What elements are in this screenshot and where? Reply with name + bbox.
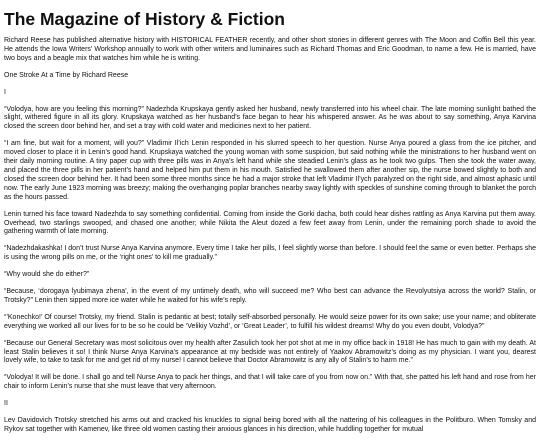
story-paragraph: Lev Davidovich Trotsky stretched his arms out and cracked his knuckles to signal being bored with all the nattering of his colleagues in the Politburo. When Tomsky and Rykov sat together with Kamenev, like three old women casting their anxious glances in his direction, while huddling together for mutual <box>4 417 536 433</box>
section-heading-2: II <box>4 400 8 408</box>
story-paragraph: Lenin turned his face toward Nadezhda to say something confidential. Coming from inside the Gorki dacha, both could hear dishes rattling as Anya Karvina put them away. Overhead, two starlings swooped, and chased one another; while Nikita the Aleut dozed a few feet away from Lenin, under the remaining porch shade to avoid the gathering warmth of late morning. <box>4 210 536 236</box>
story-paragraph: “’Konechko!’ Of course! Trotsky, my friend. Stalin is pedantic at best; totally self-absorbed personally. He would seize power for its own sake; use your name; and obliterate everything we worked all our lives for to be so he could be ‘Velikiy Vozhd’, or ‘Great Leader’, to fulfill his wildest dreams! Why do you even doubt, Volodya?” <box>4 313 536 330</box>
story-title: One Stroke At a Time by Richard Reese <box>4 71 129 79</box>
story-paragraph: “I am fine, but wait for a moment, will you?” Vladimir Il’ich Lenin responded in his slurred speech to her question. Nurse Anya poured a glass from the ice pitcher, and moved closer to place it in Lenin’s good hand. Krupskaya watched the young woman with some suspicion, but said nothing while the ministrations to her husband went on their daily morning routine. A tiny paper cup with three pills was in Anya’s left hand while she steadied Lenin’s glass as he took two gulps. Then she took the water away, and placed the three pills in her patient’s hand and helped him put them in his mouth. Satisfied he swallowed them after another sip, the nurse bowed slightly to both and closed the screen door behind her. It had been some three months since he had a major stroke that left Vladimir Il’ych paralyzed on the right side, and almost aphasic until now. The early June 1923 morning was breezy; making the overhanging poplar branches nearby sway lightly with speckles of sunshine coming through to blanket the porch as the hours passed. <box>4 140 536 201</box>
story-paragraph: “Why would she do either?” <box>4 271 90 279</box>
section-heading-1: I <box>4 88 6 96</box>
story-paragraph: “Volodya! It will be done. I shall go and tell Nurse Anya to pack her things, and that I will take care of you from now on.” With that, she patted his left hand and rose from her chair to inform Lenin’s nurse that she must leave that very afternoon. <box>4 374 536 391</box>
story-paragraph: “Volodya, how are you feeling this morning?” Nadezhda Krupskaya gently asked her husband, newly transferred into his wheel chair. The late morning sunlight bathed the slight, withered figure in all its glory. Krupskaya watched as her husband’s face began to hear his whispered answer. As he was about to say something, Anya Karvina closed the screen door behind her, and set a tray with cold water and medicines next to her patient. <box>4 105 536 131</box>
story-paragraph: “Because our General Secretary was most solicitous over my health after Zasulich took her pot shot at me in my office back in 1918! He has much to gain with my death. At least Stalin believes it so! I think Nurse Anya Karvina’s appearance at my bedside was not entirely of Yaakov Abramowitz’s doing as my physician. I want you, dearest lovely wife, to take to task for me and get rid of my nurse! I cannot believe that Doctor Abramowitz is any ally of Stalin’s to harm me.” <box>4 339 536 365</box>
article-page <box>4 0 536 443</box>
site-title: The Magazine of History & Fiction <box>4 9 285 29</box>
story-paragraph: “Because, ‘dorogaya lyubimaya zhena’, in the event of my untimely death, who will succeed me? Who best can advance the Revolyutsiya across the world? Stalin, or Trotsky?” Lenin then sipped more ice water while he waited for his wife’s reply. <box>4 288 536 304</box>
story-paragraph: “Nadezhdakashka! I don’t trust Nurse Anya Karvina anymore. Every time I take her pills, I feel slightly worse than before. I should feel the same or even better. Perhaps she is using the wrong pills on me, or the ‘right ones’ to kill me gradually.” <box>4 245 536 262</box>
author-bio: Richard Reese has published alternative history with HISTORICAL FEATHER recently, and other short stories in different genres with The Moon and Coffin Bell this year. He attends the Iowa Writers' Workshop annually to work with other writers and luminaires such as Richard Thomas and Eric Goodman, to name a few. He is married, have two boys and a beagle mix that watches him while he is writing. <box>4 37 536 62</box>
